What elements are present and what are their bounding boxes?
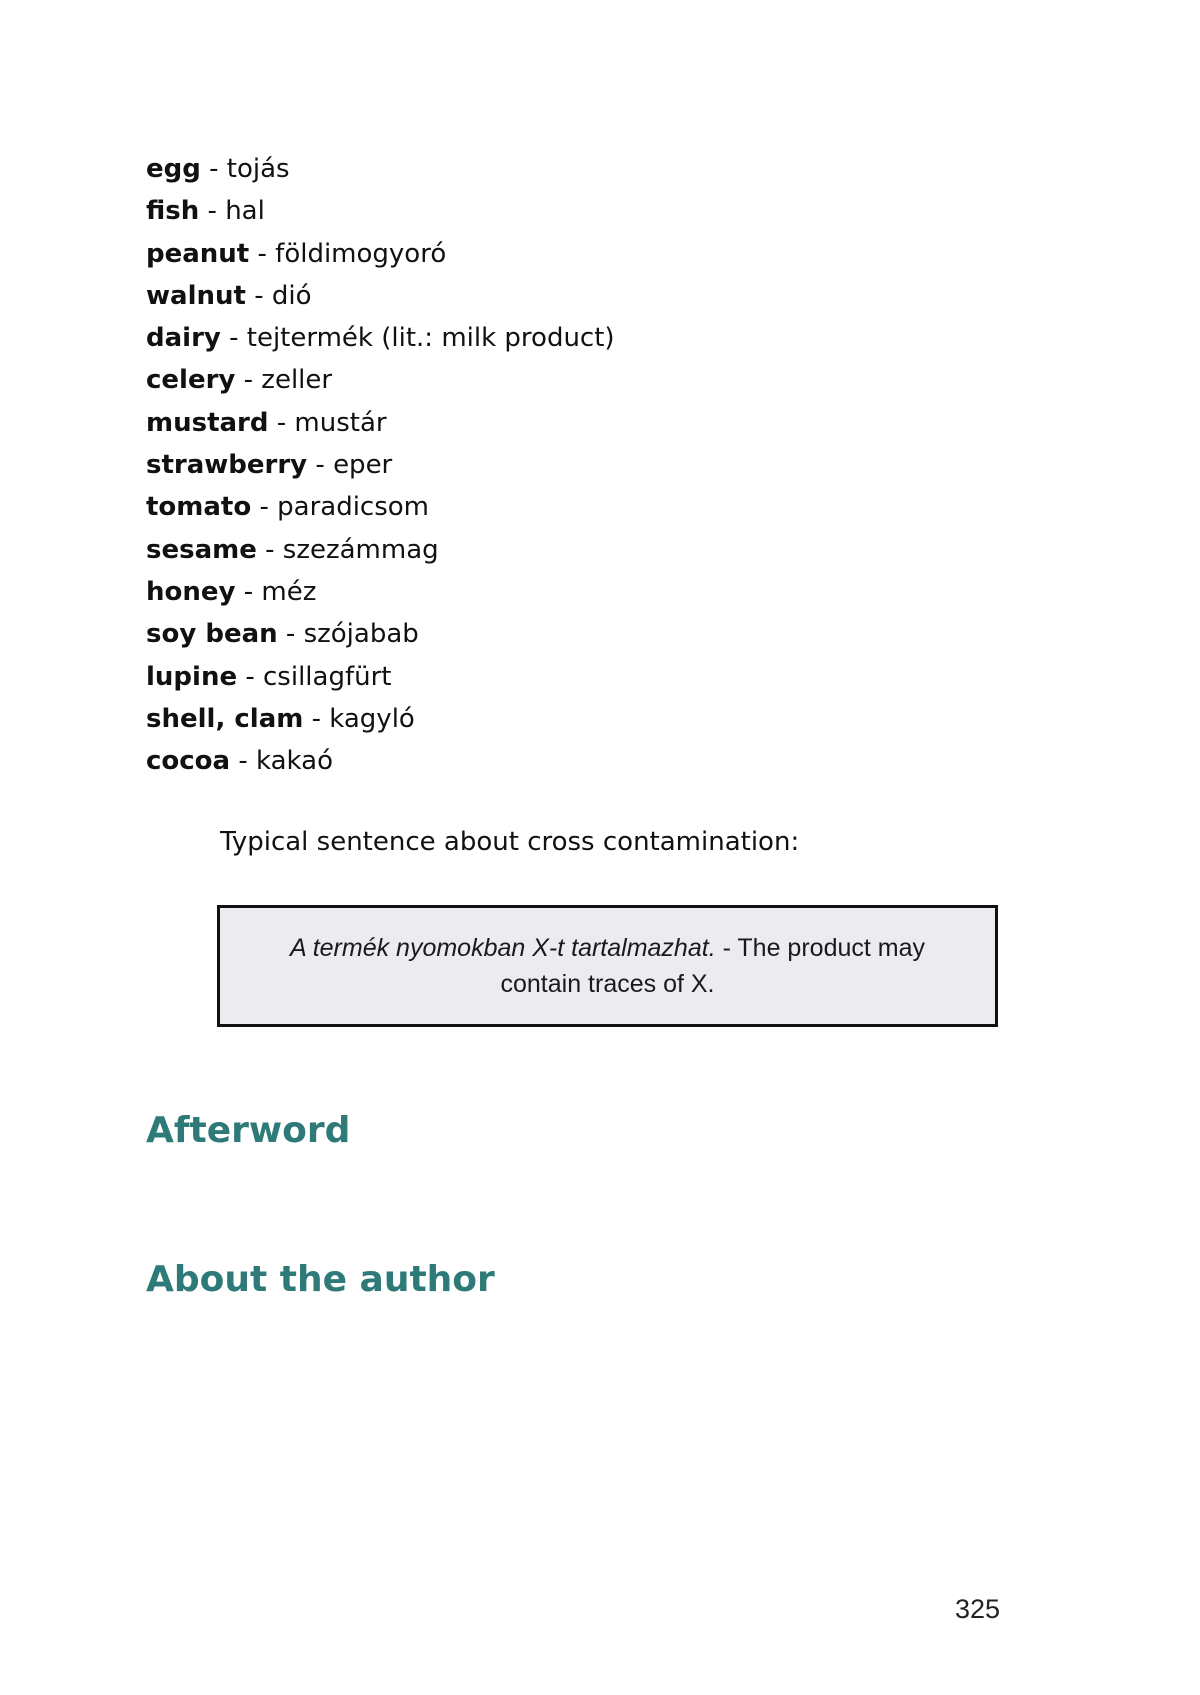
vocab-translation: szójabab [303,619,419,650]
vocab-term: dairy [146,323,221,354]
vocab-term: strawberry [146,450,308,481]
vocab-item-honey [146,571,615,613]
vocab-item-egg [146,148,615,190]
vocab-term: walnut [146,280,246,311]
afterword-heading: Afterword [146,1110,351,1151]
vocab-term: egg [146,154,201,184]
vocab-translation: zeller [261,365,333,396]
cross-contamination-intro: Typical sentence about cross contamination: [220,827,800,857]
vocab-item-soy-bean [146,613,615,655]
vocab-item-sesame [146,529,615,571]
vocab-translation: szezámmag [282,534,439,565]
vocab-separator: - [199,196,226,227]
example-sentence-box [217,905,998,1027]
vocab-translation: tejtermék (lit.: milk product) [246,323,615,354]
vocab-item-fish [146,190,615,232]
example-sentence-hungarian: A termék nyomokban X-t tartalmazhat. [290,934,716,962]
vocab-separator: - [256,534,283,565]
about-author-heading: About the author [146,1259,495,1300]
vocab-translation: hal [225,196,265,227]
vocab-term: celery [146,365,236,396]
vocab-item-shell-clam [146,698,615,740]
vocab-item-cocoa [146,740,615,782]
vocab-separator: - [230,746,257,777]
vocab-translation: földimogyoró [275,238,447,269]
example-sentence-separator: - [715,934,738,962]
vocab-translation: paradicsom [277,492,430,523]
example-sentence [260,930,955,1002]
vocab-item-walnut [146,275,615,317]
vocab-separator: - [245,280,272,311]
vocab-separator: - [268,407,295,438]
vocabulary-list [146,148,615,782]
page-number: 325 [954,1594,1000,1624]
vocab-term: soy bean [146,619,278,650]
vocab-translation: csillagfürt [263,661,392,692]
vocab-translation: kagyló [329,703,415,734]
vocab-separator: - [249,238,276,269]
vocab-term: mustard [146,407,269,438]
vocab-term: shell, clam [146,703,304,734]
vocab-item-tomato [146,486,615,528]
vocab-item-strawberry [146,444,615,486]
vocab-separator: - [220,323,247,354]
vocab-separator: - [251,492,278,523]
vocab-term: peanut [146,238,250,269]
vocab-translation: tojás [226,154,290,184]
example-sentence-english: The product may contain traces of X. [500,934,925,998]
vocab-term: lupine [146,661,238,692]
vocab-separator: - [307,450,334,481]
vocab-translation: kakaó [256,746,333,777]
vocab-separator: - [200,154,227,184]
vocab-separator: - [277,619,304,650]
vocab-item-peanut [146,233,615,275]
vocab-separator: - [235,576,262,607]
vocab-term: honey [146,576,236,607]
vocab-separator: - [237,661,264,692]
vocab-term: tomato [146,492,252,523]
vocab-separator: - [235,365,262,396]
vocab-item-celery [146,359,615,401]
vocab-term: fish [146,196,200,227]
vocab-term: sesame [146,534,257,565]
vocab-translation: dió [271,280,312,311]
vocab-separator: - [303,703,330,734]
vocab-item-dairy [146,317,615,359]
vocab-term: cocoa [146,746,231,777]
vocab-translation: méz [261,576,317,607]
vocab-translation: mustár [294,407,387,438]
vocab-item-mustard [146,402,615,444]
vocab-translation: eper [333,450,393,481]
vocab-item-lupine [146,656,615,698]
